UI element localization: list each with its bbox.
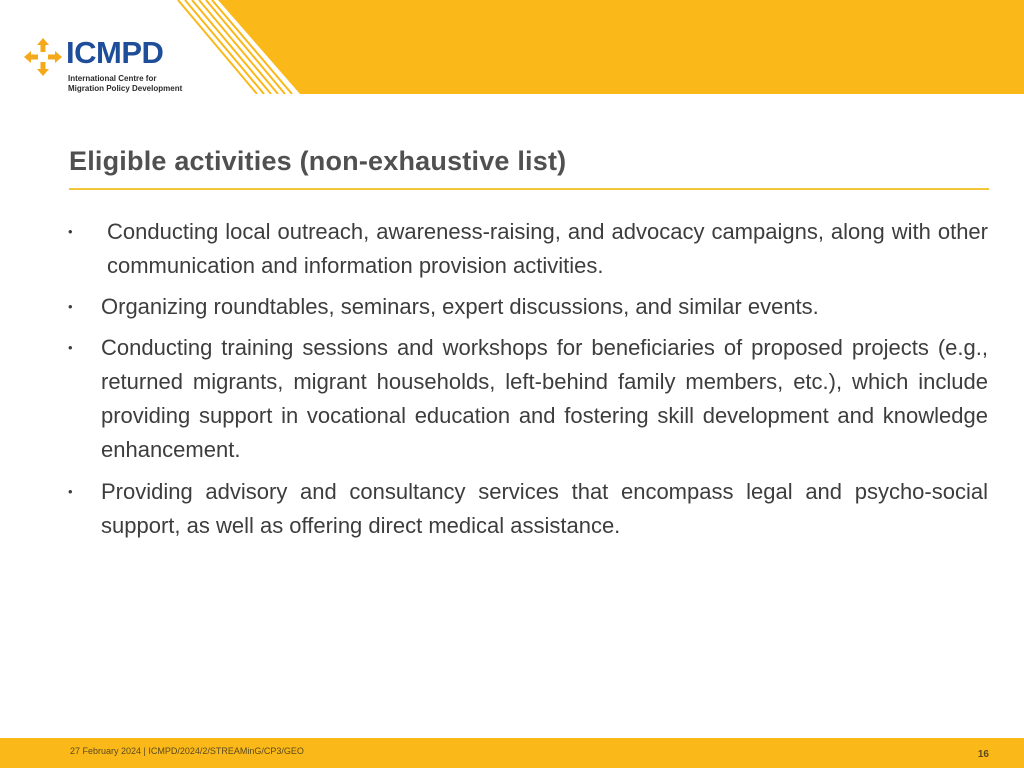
list-item xyxy=(68,290,988,324)
title-underline xyxy=(69,188,989,190)
logo-word-ic: IC xyxy=(66,35,96,70)
list-item xyxy=(68,215,988,283)
bullet-text: Conducting local outreach, awareness-raising, and advocacy campaigns, along with other communication and information provision activities. xyxy=(107,219,988,278)
header-band-fill xyxy=(218,0,1024,94)
footer-reference: 27 February 2024 | ICMPD/2024/2/STREAMinG/CP3/GEO xyxy=(70,746,304,756)
bullet-text: Conducting training sessions and workshops for beneficiaries of proposed projects (e.g., returned migrants, migrant households, left-behind family members, etc.), which include providing support in vocational education and fostering skill development and knowledge enhancement. xyxy=(101,335,988,462)
logo-wordmark xyxy=(66,36,163,70)
logo-arrows-icon xyxy=(22,36,64,78)
logo-word-mpd: MPD xyxy=(96,35,164,70)
page-number: 16 xyxy=(977,749,989,760)
bullet-text: Organizing roundtables, seminars, expert discussions, and similar events. xyxy=(101,294,819,319)
bullet-glyph: • xyxy=(68,484,73,499)
logo-subtitle-line2: Migration Policy Development xyxy=(68,84,183,93)
list-item xyxy=(68,475,988,543)
bullet-glyph: • xyxy=(68,299,73,314)
logo-subtitle-line1: International Centre for xyxy=(68,74,157,83)
logo-subtitle xyxy=(68,74,228,94)
bullet-glyph: • xyxy=(68,340,73,355)
bullet-glyph: • xyxy=(68,224,73,239)
icmpd-logo xyxy=(22,36,222,96)
bullet-text: Providing advisory and consultancy services that encompass legal and psycho-social support, as well as offering direct medical assistance. xyxy=(101,479,988,538)
list-item xyxy=(68,331,988,467)
slide-title: Eligible activities (non-exhaustive list) xyxy=(69,146,567,176)
